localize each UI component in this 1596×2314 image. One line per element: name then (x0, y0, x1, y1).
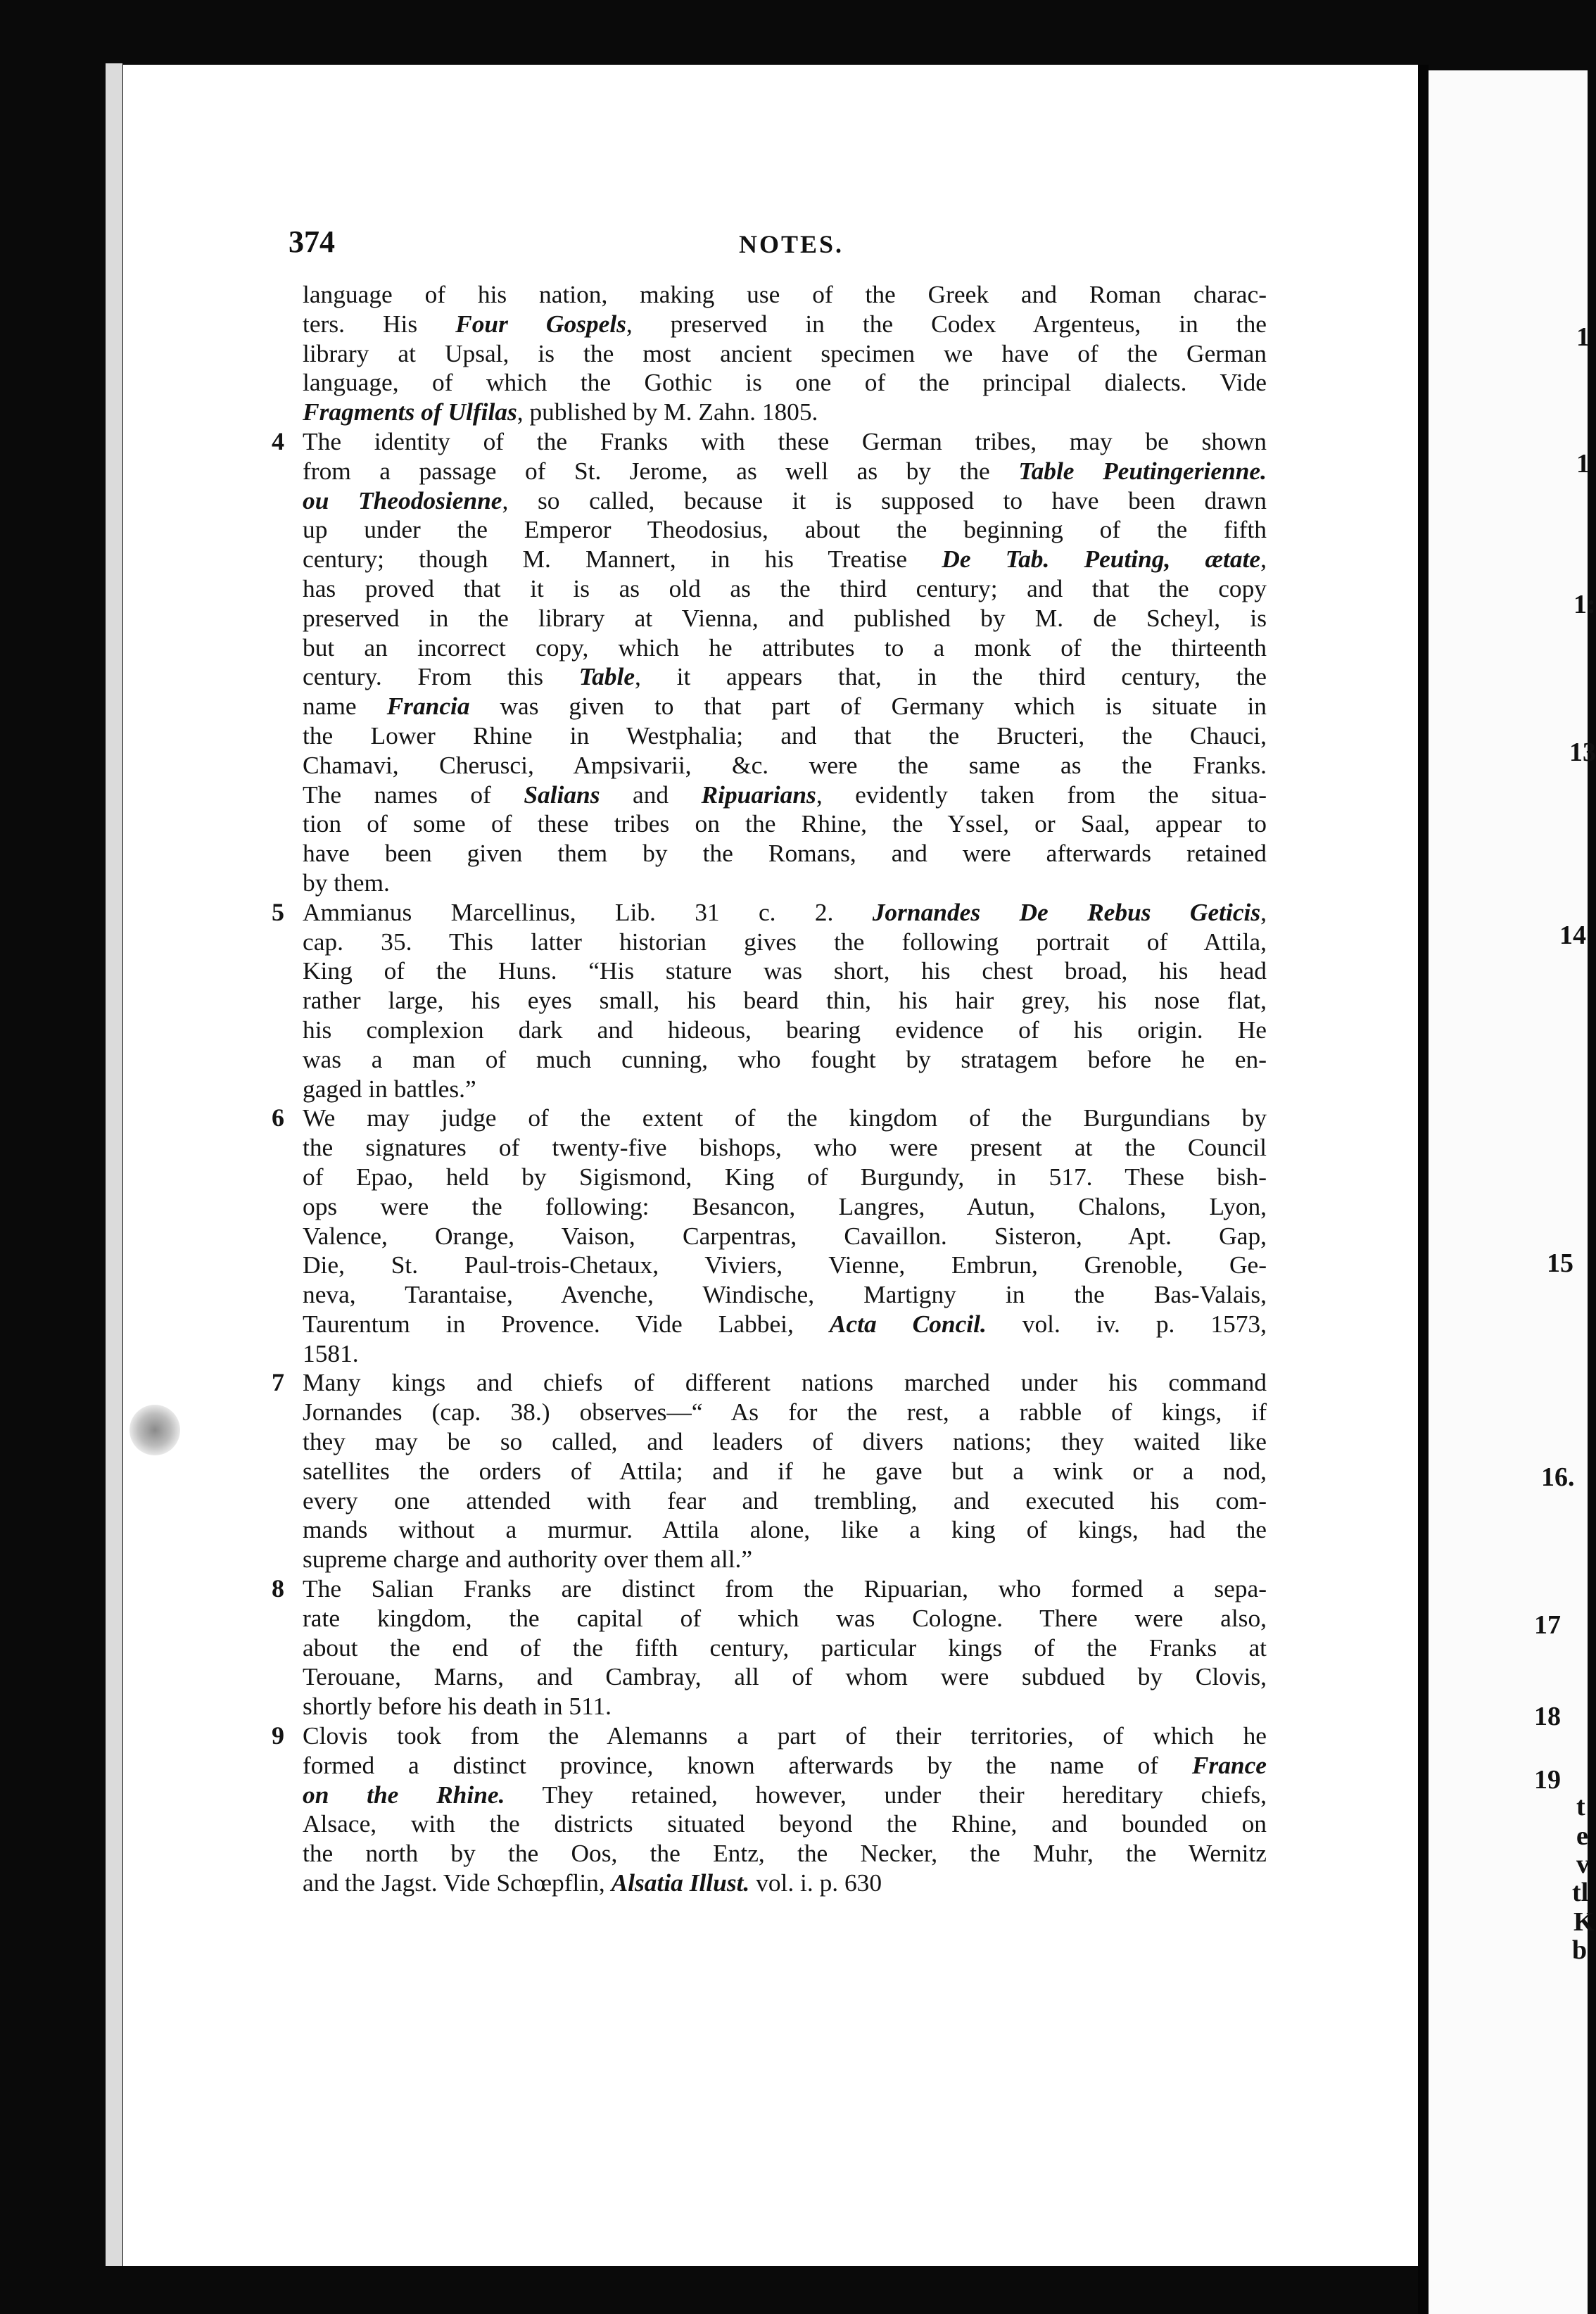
facing-fragment: 1 (1576, 322, 1590, 352)
text-line: The names of Salians and Ripuarians, evidently taken from the situa- (303, 780, 1267, 809)
text-line: tion of some of these tribes on the Rhine, the Yssel, or Saal, appear to (303, 809, 1267, 838)
text-line: his complexion dark and hideous, bearing evidence of his origin. He (303, 1015, 1267, 1044)
text-line: cap. 35. This latter historian gives the following portrait of Attila, (303, 927, 1267, 956)
facing-fragment: 1 (1576, 449, 1590, 479)
text-line: but an incorrect copy, which he attributes to a monk of the thirteenth (303, 633, 1267, 662)
text-line: satellites the orders of Attila; and if he gave but a wink or a nod, (303, 1456, 1267, 1485)
running-head: NOTES. (739, 230, 844, 258)
text-line: preserved in the library at Vienna, and published by M. de Scheyl, is (303, 603, 1267, 632)
facing-fragment: 17 (1534, 1610, 1561, 1640)
text-line: century; though M. Mannert, in his Treatise De Tab. Peuting, ætate, (303, 545, 1267, 574)
text-line: and the Jagst. Vide Schœpflin, Alsatia Illust. vol. i. p. 630 (303, 1869, 882, 1897)
text-line: Taurentum in Provence. Vide Labbei, Acta Concil. vol. iv. p. 1573, (303, 1309, 1267, 1338)
text-line: Terouane, Marns, and Cambray, all of whom were subdued by Clovis, (303, 1662, 1267, 1691)
footnote (303, 280, 1267, 427)
footnote (272, 897, 1267, 1104)
facing-fragment: 16. (1541, 1462, 1575, 1492)
footnote (272, 1368, 1267, 1574)
text-line: We may judge of the extent of the kingdom of the Burgundians by (303, 1104, 1267, 1132)
text-line: about the end of the fifth century, particular kings of the Franks at (303, 1633, 1267, 1662)
text-line: The identity of the Franks with these German tribes, may be shown (303, 426, 1267, 455)
facing-fragment: K (1573, 1907, 1595, 1937)
text-line: Chamavi, Cherusci, Ampsivarii, &c. were the same as the Franks. (303, 750, 1267, 779)
text-line: Clovis took from the Alemanns a part of their territories, of which he (303, 1721, 1267, 1750)
footnote (272, 1104, 1267, 1368)
text-line: Many kings and chiefs of different nations marched under his command (303, 1368, 1267, 1397)
text-line: have been given them by the Romans, and were afterwards retained (303, 839, 1267, 868)
text-line: language of his nation, making use of the Greek and Roman charac- (303, 280, 1267, 308)
text-line: the signatures of twenty-five bishops, who were present at the Council (303, 1133, 1267, 1162)
left-page-edge (106, 63, 122, 2266)
text-line: rather large, his eyes small, his beard thin, his hair grey, his nose flat, (303, 986, 1267, 1015)
text-line: the north by the Oos, the Entz, the Necker, the Muhr, the Wernitz (303, 1839, 1267, 1868)
text-line: of Epao, held by Sigismond, King of Burgundy, in 517. These bish- (303, 1162, 1267, 1191)
footnote-number: 8 (272, 1574, 284, 1603)
facing-page (1429, 70, 1596, 2314)
text-line: King of the Huns. “His stature was short, his chest broad, his head (303, 956, 1267, 985)
text-line: Alsace, with the districts situated beyond the Rhine, and bounded on (303, 1809, 1267, 1838)
gutter-shadow (1418, 65, 1429, 2314)
facing-fragment: v (1576, 1850, 1590, 1879)
text-line: Die, St. Paul-trois-Chetaux, Viviers, Vienne, Embrun, Grenoble, Ge- (303, 1251, 1267, 1279)
text-line: Valence, Orange, Vaison, Carpentras, Cavaillon. Sisteron, Apt. Gap, (303, 1221, 1267, 1250)
text-line: by them. (303, 868, 390, 897)
footnote-number: 4 (272, 426, 284, 455)
text-line: rate kingdom, the capital of which was Cologne. There were also, (303, 1603, 1267, 1632)
text-line: has proved that it is as old as the third century; and that the copy (303, 574, 1267, 602)
text-line: language, of which the Gothic is one of the principal dialects. Vide (303, 368, 1267, 397)
text-line: mands without a murmur. Attila alone, like a king of kings, had the (303, 1515, 1267, 1544)
facing-fragment: 18 (1534, 1702, 1561, 1731)
text-line: neva, Tarantaise, Avenche, Windische, Martigny in the Bas-Valais, (303, 1280, 1267, 1309)
footnote-number: 7 (272, 1368, 284, 1397)
text-line: ops were the following: Besancon, Langres, Autun, Chalons, Lyon, (303, 1191, 1267, 1220)
footnote (272, 1721, 1267, 1898)
footnote-number: 9 (272, 1721, 284, 1750)
text-line: formed a distinct province, known afterwards by the name of France (303, 1750, 1267, 1779)
facing-fragment: 19 (1534, 1765, 1561, 1795)
text-line: the Lower Rhine in Westphalia; and that the Bructeri, the Chauci, (303, 721, 1267, 750)
facing-fragment: e (1576, 1821, 1588, 1851)
text-line: century. From this Table, it appears that, in the third century, the (303, 662, 1267, 691)
facing-fragment: 1: (1573, 590, 1596, 619)
facing-fragment: 13 (1569, 738, 1596, 767)
punch-hole (129, 1405, 180, 1455)
page-number: 374 (289, 225, 335, 259)
text-line: shortly before his death in 511. (303, 1692, 612, 1721)
text-line: The Salian Franks are distinct from the Ripuarian, who formed a sepa- (303, 1574, 1267, 1603)
text-line: Jornandes (cap. 38.) observes—“ As for the rest, a rabble of kings, if (303, 1398, 1267, 1427)
page-header (289, 224, 1309, 266)
text-line: library at Upsal, is the most ancient specimen we have of the German (303, 339, 1267, 367)
text-line: Ammianus Marcellinus, Lib. 31 c. 2. Jornandes De Rebus Geticis, (303, 897, 1267, 926)
text-line: supreme charge and authority over them all.” (303, 1545, 753, 1574)
text-line: 1581. (303, 1339, 359, 1367)
facing-fragment: b (1572, 1935, 1588, 1965)
footnote (272, 426, 1267, 898)
facing-fragment: 14 (1559, 921, 1586, 950)
facing-fragment: t (1576, 1792, 1585, 1821)
text-line: Fragments of Ulfilas, published by M. Zahn. 1805. (303, 398, 818, 426)
text-line: name Francia was given to that part of Germany which is situate in (303, 692, 1267, 721)
footnote-number: 5 (272, 897, 284, 926)
text-line: on the Rhine. They retained, however, under their hereditary chiefs, (303, 1780, 1267, 1809)
text-line: gaged in battles.” (303, 1074, 476, 1103)
text-line: was a man of much cunning, who fought by stratagem before he en- (303, 1044, 1267, 1073)
text-line: ters. His Four Gospels, preserved in the Codex Argenteus, in the (303, 309, 1267, 338)
facing-fragment: 15 (1547, 1248, 1573, 1278)
text-line: from a passage of St. Jerome, as well as by the Table Peutingerienne. (303, 456, 1267, 485)
notes-body (272, 280, 1267, 1898)
text-line: up under the Emperor Theodosius, about the beginning of the fifth (303, 515, 1267, 544)
footnote-number: 6 (272, 1104, 284, 1132)
footnote (272, 1574, 1267, 1721)
facing-fragment: tl (1572, 1878, 1589, 1907)
text-line: ou Theodosienne, so called, because it is supposed to have been drawn (303, 486, 1267, 514)
text-line: every one attended with fear and trembling, and executed his com- (303, 1486, 1267, 1515)
text-line: they may be so called, and leaders of divers nations; they waited like (303, 1427, 1267, 1456)
